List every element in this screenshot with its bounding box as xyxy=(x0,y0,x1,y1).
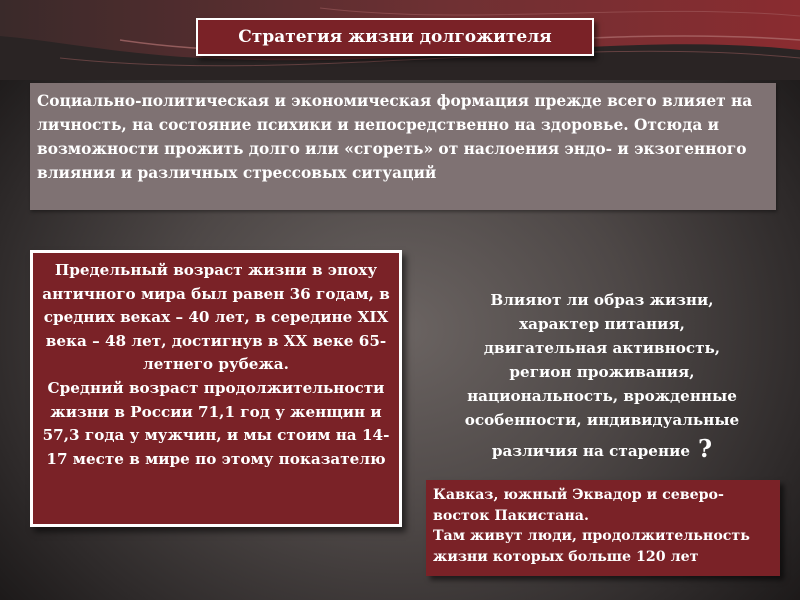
longevity-regions-box xyxy=(426,480,780,576)
question-line: характер питания, xyxy=(519,315,685,333)
question-mark: ? xyxy=(698,434,713,463)
question-line: регион проживания, xyxy=(509,363,695,381)
life-expectancy-box xyxy=(30,250,402,527)
russia-age-paragraph: Средний возраст продолжительности жизни в России 71,1 год у женщин и 57,3 года у мужчин, и мы стоим на 14-17 месте в мире по этому показателю xyxy=(42,378,390,468)
question-line: различия на старение xyxy=(491,442,691,460)
centenarians-line: Там живут люди, продолжительность жизни которых больше 120 лет xyxy=(433,528,750,565)
question-line: национальность, врожденные xyxy=(467,387,737,405)
question-line: особенности, индивидуальные xyxy=(464,411,740,429)
regions-line: Кавказ, южный Эквадор и северо-восток Пакистана. xyxy=(433,487,724,524)
question-last-line xyxy=(432,434,772,463)
intro-text-box: Социально-политическая и экономическая формация прежде всего влияет на личность, на состояние психики и непосредственно на здоровье. Отсюда и возможности прожить долго или «сгореть» от наслоения эндо- и экзогенного влияния и различных стрессовых ситуаций xyxy=(30,83,776,210)
lifestyle-question xyxy=(432,288,772,463)
question-line: Влияют ли образ жизни, xyxy=(490,291,714,309)
historical-age-paragraph: Предельный возраст жизни в эпоху античного мира был равен 36 годам, в средних веках – 40 лет, в середине XIX века – 48 лет, достигнув в XX веке 65-летнего рубежа. xyxy=(42,261,390,374)
question-line: двигательная активность, xyxy=(483,339,721,357)
page-title: Стратегия жизни долгожителя xyxy=(196,18,594,56)
